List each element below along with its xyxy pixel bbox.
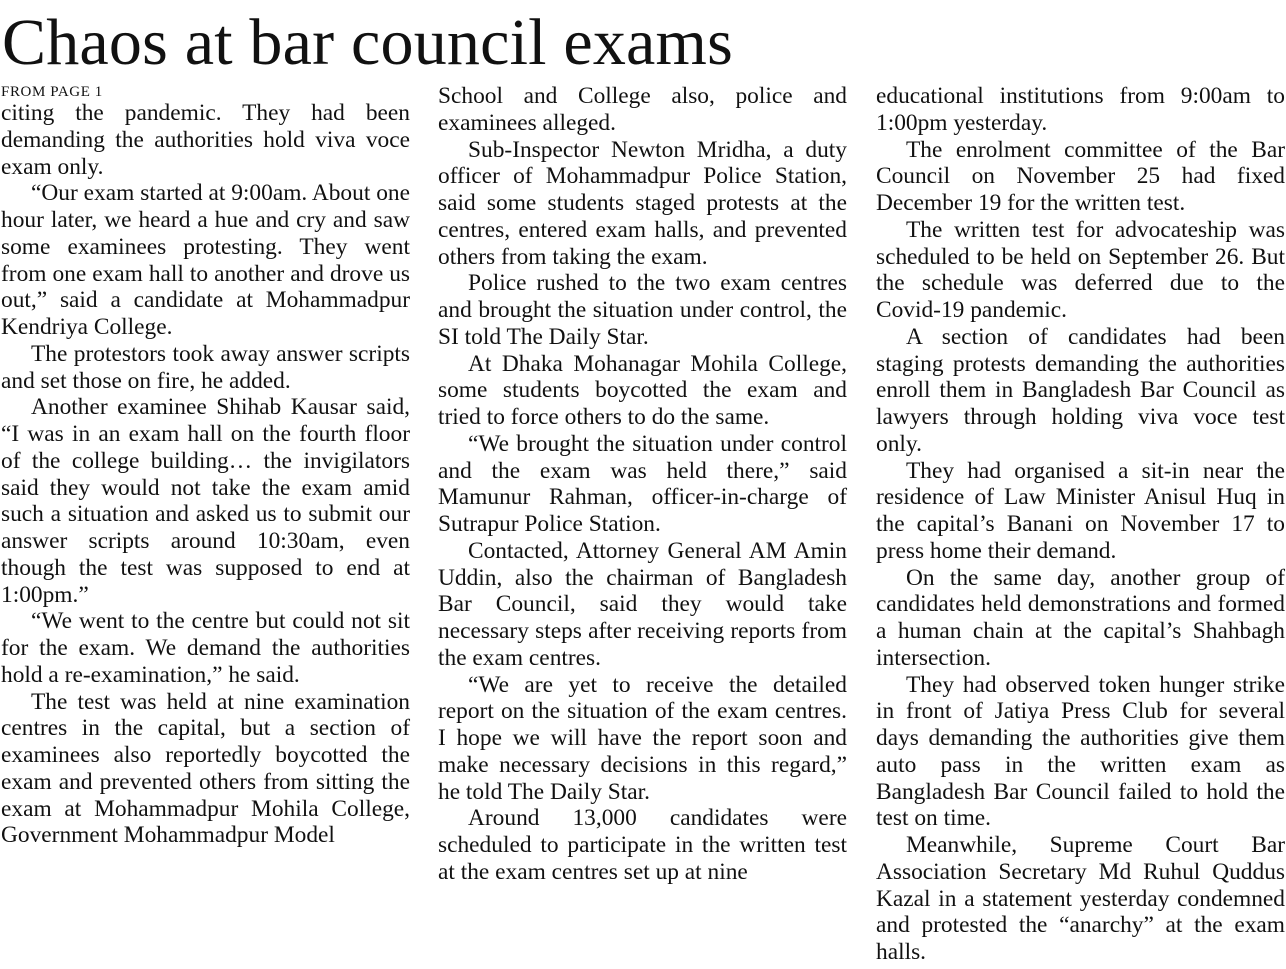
paragraph: The enrolment committee of the Bar Council on November 25 had fixed December 19 for the written test. (876, 136, 1285, 216)
article-column-1 (1, 83, 410, 849)
headline: Chaos at bar council exams (2, 6, 733, 79)
paragraph: Contacted, Attorney General AM Amin Uddin, also the chairman of Bangladesh Bar Council, said they would take necessary steps after receiving reports from the exam centres. (438, 537, 847, 671)
paragraph: Around 13,000 candidates were scheduled to participate in the written test at the exam centres set up at nine (438, 805, 847, 885)
paragraph: Another examinee Shihab Kausar said, “I was in an exam hall on the fourth floor of the college building… the invigilators said they would not take the exam amid such a situation and asked us to submit our answer scripts around 10:30am, even though the test was supposed to end at 1:00pm.” (1, 394, 410, 608)
paragraph: On the same day, another group of candidates held demonstrations and formed a human chain at the capital’s Shahbagh intersection. (876, 564, 1285, 671)
paragraph: educational institutions from 9:00am to 1:00pm yesterday. (876, 83, 1285, 136)
paragraph: “We are yet to receive the detailed report on the situation of the exam centres. I hope we will have the report soon and make necessary decisions in this regard,” he told The Daily Star. (438, 671, 847, 805)
paragraph: Sub-Inspector Newton Mridha, a duty officer of Mohammadpur Police Station, said some students staged protests at the centres, entered exam halls, and prevented others from taking the exam. (438, 136, 847, 270)
paragraph: Police rushed to the two exam centres and brought the situation under control, the SI told The Daily Star. (438, 270, 847, 350)
paragraph: “Our exam started at 9:00am. About one hour later, we heard a hue and cry and saw some examinees protesting. They went from one exam hall to another and drove us out,” said a candidate at Mohammadpur Kendriya College. (1, 180, 410, 340)
paragraph: They had observed token hunger strike in front of Jatiya Press Club for several days demanding the authorities give them auto pass in the written exam as Bangladesh Bar Council failed to hold the test on time. (876, 671, 1285, 832)
paragraph: The protestors took away answer scripts and set those on fire, he added. (1, 340, 410, 394)
paragraph: School and College also, police and examinees alleged. (438, 83, 847, 136)
paragraph: citing the pandemic. They had been demanding the authorities hold viva voce exam only. (1, 100, 410, 180)
paragraph: At Dhaka Mohanagar Mohila College, some students boycotted the exam and tried to force others to do the same. (438, 350, 847, 430)
paragraph: The test was held at nine examination centres in the capital, but a section of examinees also reportedly boycotted the exam and prevented others from sitting the exam at Mohammadpur Mohila College, Government Mohammadpur Model (1, 688, 410, 849)
paragraph: They had organised a sit-in near the residence of Law Minister Anisul Huq in the capital’s Banani on November 17 to press home their demand. (876, 457, 1285, 564)
article-column-3 (876, 83, 1285, 966)
paragraph: “We went to the centre but could not sit for the exam. We demand the authorities hold a re-examination,” he said. (1, 608, 410, 688)
jump-kicker: FROM PAGE 1 (1, 84, 103, 100)
paragraph: “We brought the situation under control and the exam was held there,” said Mamunur Rahman, officer-in-charge of Sutrapur Police Station. (438, 430, 847, 537)
paragraph: Meanwhile, Supreme Court Bar Association Secretary Md Ruhul Quddus Kazal in a statement yesterday condemned and protested the “anarchy” at the exam halls. (876, 832, 1285, 965)
paragraph: A section of candidates had been staging protests demanding the authorities enroll them in Bangladesh Bar Council as lawyers through holding viva voce test only. (876, 323, 1285, 457)
paragraph: The written test for advocateship was scheduled to be held on September 26. But the schedule was deferred due to the Covid-19 pandemic. (876, 216, 1285, 323)
article-column-2 (438, 83, 847, 886)
